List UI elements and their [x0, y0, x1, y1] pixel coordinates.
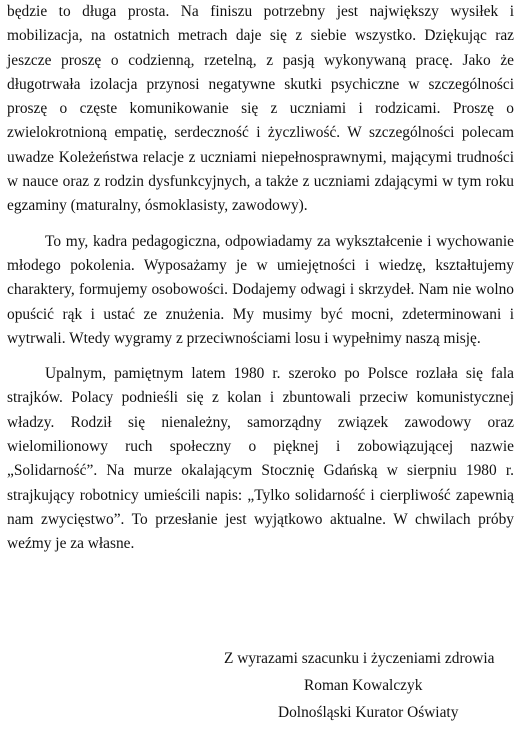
paragraph-continuation: będzie to długa prosta. Na finiszu potrzebny jest największy wysiłek i mobilizacja, na ostatnich metrach daje się z siebie wszystko. Dziękując raz jeszcze proszę o codzienną, rzetelną, z pasją wykonywaną pracę. Jako że długotrwała izolacja przynosi negatywne skutki psychiczne w szczególności proszę o częste komunikowanie się z uczniami i rodzicami. Proszę o zwielokrotnioną empatię, serdeczność i życzliwość. W szczególności polecam uwadze Koleżeństwa relacje z uczniami niepełnosprawnymi, mającymi trudności w nauce oraz z rodzin dysfunkcyjnych, a także z uczniami zdającymi w tym roku egzaminy (maturalny, ósmoklasisty, zawodowy). — [7, 3, 514, 215]
closing-salutation: Z wyrazami szacunku i życzeniami zdrowia — [224, 650, 495, 667]
paragraph-mission: To my, kadra pedagogiczna, odpowiadamy za wykształcenie i wychowanie młodego pokolenia. Wyposażamy je w umiejętności i wiedzę, kształtujemy charaktery, formujemy osobowości. Dodajemy odwagi i skrzydeł. Nam nie wolno opuścić rąk i ustać ze znużenia. My musimy być mocni, zdeterminowani i wytrwali. Wtedy wygramy z przeciwnościami losu i wypełnimy naszą misję. — [7, 232, 514, 347]
paragraph-solidarity: Upalnym, pamiętnym latem 1980 r. szeroko po Polsce rozlała się fala strajków. Polacy podnieśli się z kolan i zbuntowali przeciw komunistycznej władzy. Rodził się nienależny, samorządny związek zawodowy oraz wielomilionowy ruch społeczny o pięknej i zobowiązującej nazwie „Solidarność”. Na murze okalającym Stocznię Gdańską w sierpniu 1980 r. strajkujący robotnicy umieścili napis: „Tylko solidarność i cierpliwość zapewnią nam zwycięstwo”. To przesłanie jest wyjątkowo aktualne. W chwilach próby weźmy je za własne. — [7, 365, 514, 553]
signatory-title: Dolnośląski Kurator Oświaty — [278, 704, 459, 721]
signatory-name: Roman Kowalczyk — [304, 677, 423, 694]
letter-closing — [0, 645, 507, 726]
letter-body — [7, 0, 514, 557]
